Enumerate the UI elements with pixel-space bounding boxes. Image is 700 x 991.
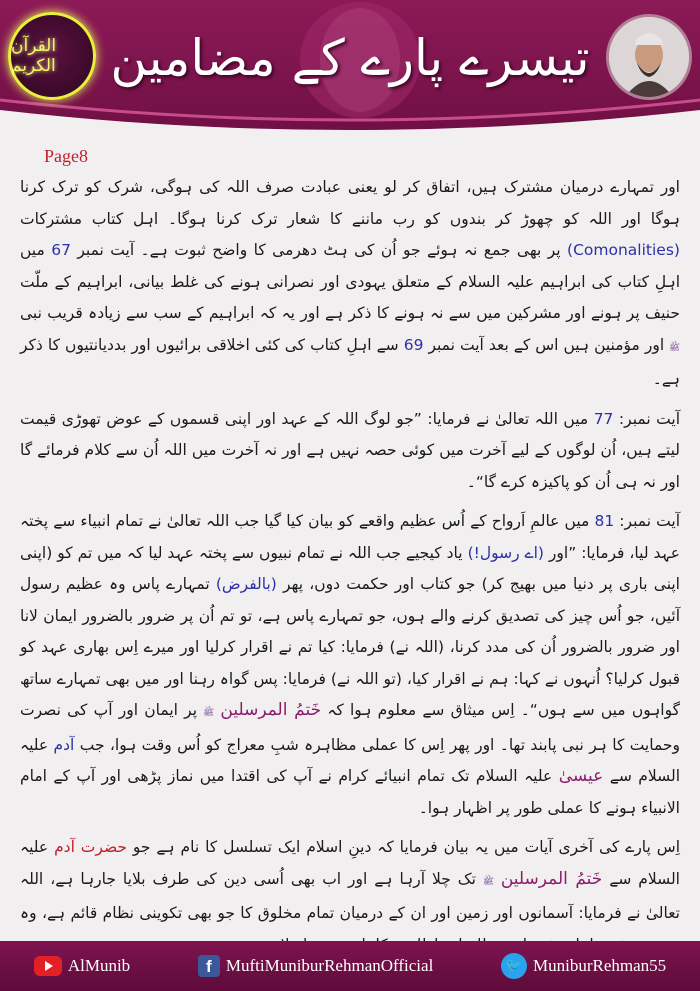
highlight-name: حضرت آدم (54, 838, 127, 856)
salutation-mark: ﷺ (203, 708, 215, 718)
text: یاد کیجیے جب اللہ نے تمام نبیوں سے پختہ عہد لیا کہ میں تم کو (اپنی اپنی باری پر دنیا میں بھیج کر) جو کتاب اور حکمت دوں، پھر (20, 543, 680, 593)
highlight-term: (اے رسول!) (467, 543, 544, 562)
text: پر بھی جمع نہ ہوئے جو اُن کی ہٹ دھرمی کا واضح ثبوت ہے۔ آیت نمبر (70, 241, 568, 259)
facebook-icon: f (198, 955, 220, 977)
footer-social-bar (0, 941, 700, 991)
twitter-link[interactable] (501, 953, 666, 979)
text: میں عالمِ اَرواح کے اُس عظیم واقعے کو بیان کیا گیا جب اللہ تعالیٰ نے تمام انبیاء سے پختہ عہد لیا، فرمایا: ”اور (20, 512, 680, 562)
youtube-handle: AlMunib (67, 956, 131, 975)
text: میں اللہ تعالیٰ نے فرمایا: ”جو لوگ اللہ کے عہد اور اپنی قسموں کے عوض تھوڑی قیمت لیتے ہیں، اُن لوگوں کے لیے آخرت میں کوئی حصہ نہیں ہے اور نہ آخرت میں اللہ اُن سے کلام فرمائے گا اور نہ ہی اُن کو پاکیزہ کرے گا“۔ (20, 409, 680, 491)
page-number: Page8 (44, 146, 88, 166)
text: اِس پارے کی آخری آیات میں یہ بیان فرمایا کہ دینِ اسلام ایک تسلسل کا نام ہے جو (126, 838, 680, 856)
highlight-name: آدم (53, 735, 75, 754)
text: اور تمہارے درمیان مشترک ہیں، اتفاق کر لو یعنی عبادت صرف اللہ کی ہوگی، شرک کو ترک کرنا ہوگا اور اللہ کو چھوڑ کر بندوں کو رب ماننے کا شعار ترک کرنا ہوگا۔ اہل کتاب مشترکات (20, 178, 680, 228)
text (494, 870, 501, 888)
text: میں اہلِ کتاب کی ابراہیم علیہ السلام کے متعلق یہودی اور نصرانی ہونے کی غلط بیانی، ابراہیم کے ملّت حنیف پر ہونے اور مشرکین میں سے نہ ہونے کا ذکر ہے اور یہ کہ ابراہیم کے سب سے زیادہ قریب نبی (20, 241, 680, 322)
text: تک چلا آرہا ہے اور اب بھی اُسی دین کی طرف بلایا جارہا ہے، اللہ تعالیٰ نے فرمایا: آسمانوں اور زمین اور ان کے درمیان تمام مخلوق کا جو بھی تکوینی نظام قائم ہے، وہ (20, 869, 680, 922)
portrait-icon (609, 17, 689, 97)
twitter-icon: 🐦 (501, 953, 527, 979)
avatar (606, 14, 692, 100)
text: اور مؤمنین ہیں اس کے بعد آیت نمبر (423, 335, 670, 354)
verse-number: 67 (51, 241, 71, 259)
text: سے اہلِ کتاب کی کئی اخلاقی برائیوں اور بددیانتیوں کا ذکر ہے۔ (20, 335, 680, 388)
text: تمہارے پاس وہ عظیم رسول آئیں، جو اُس چیز کی تصدیق کرنے والے ہوں، جو تمہارے پاس ہے، تو تم اُن پر ضرور بالضرور ایمان لانا اور ضرور بالضرور اُن کی مدد کرنا، (اللہ نے) فرمایا: کیا تم نے اقرار کرلیا اور میرے اِس بھاری عہد کو قبول کرلیا؟ اُنہوں نے کہا: ہم نے اقرار کیا، (تو اللہ نے) فرمایا: پس گواہ رہنا اور میں بھی تمہارے ساتھ گواہوں میں سے ہوں“۔ اِس میثاق سے معلوم ہوا کہ (20, 575, 680, 719)
page-title: تیسرے پارے کے مضامین (110, 29, 590, 87)
text: علیہ السلام سے (20, 838, 680, 888)
verse-number: 77 (593, 409, 614, 428)
facebook-link[interactable] (198, 955, 433, 977)
header-banner (0, 0, 700, 140)
paragraph-2 (20, 404, 680, 499)
highlight-name: عیسیٰ (558, 766, 604, 786)
highlight-title: خَتمُ المرسلین (500, 868, 603, 889)
highlight-term: (Comonalities) (567, 241, 680, 259)
facebook-handle: MuftiMuniburRehmanOfficial (225, 956, 434, 975)
text: علیہ السلام سے (20, 735, 680, 785)
text: علیہ السلام تک تمام انبیائے کرام نے آپ کی اقتدا میں نماز پڑھی اور آپ کے امام الانبیاء ہونے کا عملی طور پر اظہار ہوا۔ (20, 767, 680, 817)
text: آیت نمبر: (614, 512, 680, 530)
paragraph-1 (20, 172, 680, 396)
twitter-handle: MuniburRehman55 (533, 956, 667, 975)
quran-logo (8, 12, 96, 100)
highlight-title: خَتمُ المرسلین (220, 700, 322, 720)
highlight-term: (بالفرض) (215, 575, 277, 593)
salutation-mark: ﷺ (482, 876, 494, 887)
text: پر ایمان اور آپ کی نصرت وحمایت کا ہر نبی پابند تھا۔ اور پھر اِس کا عملی مظاہرہ شبِ معراج کو اُس وقت ہوا، جب (20, 701, 680, 754)
salutation-mark: ﷺ (669, 342, 681, 353)
logo-text: القرآن الکریم (11, 36, 57, 76)
article-body (20, 172, 680, 942)
youtube-link[interactable] (34, 956, 130, 976)
text: آیت نمبر: (613, 409, 680, 428)
youtube-icon (34, 956, 62, 976)
verse-number: 81 (594, 512, 615, 530)
paragraph-3 (20, 506, 680, 824)
verse-number: 69 (403, 335, 424, 354)
